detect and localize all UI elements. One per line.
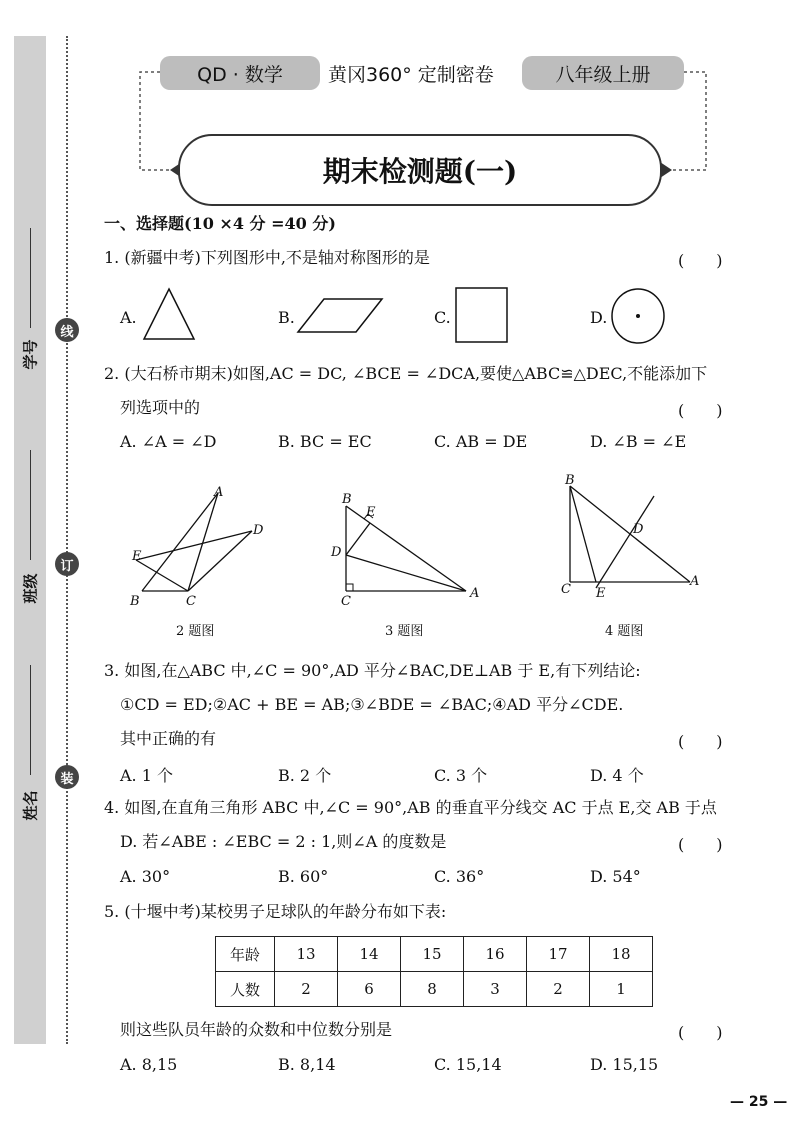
- fig3-caption: 3 题图: [385, 624, 424, 639]
- q4-stem-line1: 4. 如图,在直角三角形 ABC 中,∠C = 90°,AB 的垂直平分线交 AC 于点 E,交 AB 于点: [104, 798, 717, 817]
- subject-pill: QD · 数学: [160, 56, 320, 90]
- q4-option-c[interactable]: C. 36°: [434, 867, 485, 886]
- table-cell: 2: [527, 972, 590, 1007]
- fig4-label-d: D: [633, 522, 644, 537]
- q3-option-a[interactable]: A. 1 个: [120, 766, 173, 785]
- page-number: — 25 —: [730, 1094, 788, 1110]
- table-cell: 18: [590, 937, 653, 972]
- q1-option-d[interactable]: D.: [590, 308, 608, 327]
- q2-option-d[interactable]: D. ∠B = ∠E: [590, 432, 687, 451]
- table-cell: 15: [401, 937, 464, 972]
- table-cell: 6: [338, 972, 401, 1007]
- field-label-class: 班级: [21, 573, 40, 604]
- figure-q2-diagram: [124, 486, 270, 612]
- table-cell: 13: [275, 937, 338, 972]
- q5-stem: 5. (十堰中考)某校男子足球队的年龄分布如下表:: [104, 902, 447, 921]
- q3-option-d[interactable]: D. 4 个: [590, 766, 644, 785]
- table-row-header-age: 年龄: [216, 937, 275, 972]
- parallelogram-figure: [296, 296, 386, 336]
- field-line-student-id[interactable]: [30, 228, 31, 328]
- fig3-label-c: C: [341, 594, 351, 609]
- fig2-label-c: C: [186, 594, 196, 609]
- table-cell: 17: [527, 937, 590, 972]
- fig4-caption: 4 题图: [605, 624, 644, 639]
- q4-option-d[interactable]: D. 54°: [590, 867, 641, 886]
- fig4-label-e: E: [596, 586, 606, 601]
- table-cell: 1: [590, 972, 653, 1007]
- fig2-caption: 2 题图: [176, 624, 215, 639]
- triangle-figure: [142, 286, 196, 342]
- q1-option-b[interactable]: B.: [278, 308, 295, 327]
- q3-stem-line3: 其中正确的有: [120, 729, 217, 748]
- binding-mark-ding: 订: [55, 552, 79, 576]
- q3-option-c[interactable]: C. 3 个: [434, 766, 488, 785]
- fig2-label-e: E: [132, 549, 142, 564]
- q4-option-a[interactable]: A. 30°: [120, 867, 171, 886]
- table-row: [216, 972, 653, 1007]
- fig4-label-c: C: [561, 582, 571, 597]
- table-cell: 3: [464, 972, 527, 1007]
- fig2-label-a: A: [214, 485, 224, 500]
- q4-option-b[interactable]: B. 60°: [278, 867, 329, 886]
- figure-q3-diagram: [336, 494, 476, 604]
- q5-answer-blank[interactable]: ( ): [678, 1023, 723, 1042]
- fig2-label-d: D: [253, 523, 264, 538]
- table-cell: 14: [338, 937, 401, 972]
- q2-stem-line1: 2. (大石桥市期末)如图,AC = DC, ∠BCE = ∠DCA,要使△ABC≌△DEC,不能添加下: [104, 364, 708, 383]
- q4-stem-line2: D. 若∠ABE : ∠EBC = 2 : 1,则∠A 的度数是: [120, 832, 447, 851]
- binding-mark-xian: 线: [55, 318, 79, 342]
- q1-stem: 1. (新疆中考)下列图形中,不是轴对称图形的是: [104, 248, 430, 267]
- table-cell: 8: [401, 972, 464, 1007]
- table-row-header-count: 人数: [216, 972, 275, 1007]
- field-label-name: 姓名: [21, 790, 40, 821]
- fig4-label-b: B: [565, 473, 575, 488]
- table-cell: 2: [275, 972, 338, 1007]
- q1-option-c[interactable]: C.: [434, 308, 451, 327]
- table-cell: 16: [464, 937, 527, 972]
- fig4-label-a: A: [690, 574, 700, 589]
- q3-option-b[interactable]: B. 2 个: [278, 766, 332, 785]
- q2-option-b[interactable]: B. BC = EC: [278, 432, 372, 451]
- exam-title: 期末检测题(一): [178, 134, 662, 206]
- q5-option-b[interactable]: B. 8,14: [278, 1055, 336, 1074]
- circle-figure: [610, 287, 666, 345]
- rectangle-figure: [454, 286, 510, 344]
- fig3-label-e: E: [366, 505, 376, 520]
- q1-option-a[interactable]: A.: [120, 308, 137, 327]
- field-label-student-id: 学号: [21, 339, 40, 370]
- grade-pill: 八年级上册: [522, 56, 684, 90]
- table-row: [216, 937, 653, 972]
- q5-option-a[interactable]: A. 8,15: [120, 1055, 178, 1074]
- q1-answer-blank[interactable]: ( ): [678, 251, 723, 270]
- fig2-label-b: B: [130, 594, 140, 609]
- q2-answer-blank[interactable]: ( ): [678, 401, 723, 420]
- field-line-class[interactable]: [30, 450, 31, 560]
- q5-option-c[interactable]: C. 15,14: [434, 1055, 502, 1074]
- fig3-label-a: A: [470, 586, 480, 601]
- field-line-name[interactable]: [30, 665, 31, 775]
- q3-stem-line1: 3. 如图,在△ABC 中,∠C = 90°,AD 平分∠BAC,DE⊥AB 于 E,有下列结论:: [104, 661, 641, 680]
- binding-mark-zhuang: 装: [55, 765, 79, 789]
- figure-q4-diagram: [560, 476, 700, 596]
- q2-stem-line2: 列选项中的: [120, 398, 201, 417]
- q4-answer-blank[interactable]: ( ): [678, 835, 723, 854]
- q2-option-c[interactable]: C. AB = DE: [434, 432, 528, 451]
- q3-answer-blank[interactable]: ( ): [678, 732, 723, 751]
- age-distribution-table: [215, 936, 653, 1007]
- q3-stem-line2: ①CD = ED;②AC + BE = AB;③∠BDE = ∠BAC;④AD 平分∠CDE.: [120, 695, 624, 714]
- q5-question: 则这些队员年龄的众数和中位数分别是: [120, 1020, 393, 1039]
- q5-option-d[interactable]: D. 15,15: [590, 1055, 659, 1074]
- section-heading: 一、选择题(10 ×4 分 =40 分): [104, 214, 336, 233]
- fig3-label-b: B: [342, 492, 352, 507]
- series-title: 黄冈360° 定制密卷: [328, 64, 494, 86]
- q2-option-a[interactable]: A. ∠A = ∠D: [120, 432, 217, 451]
- fig3-label-d: D: [331, 545, 342, 560]
